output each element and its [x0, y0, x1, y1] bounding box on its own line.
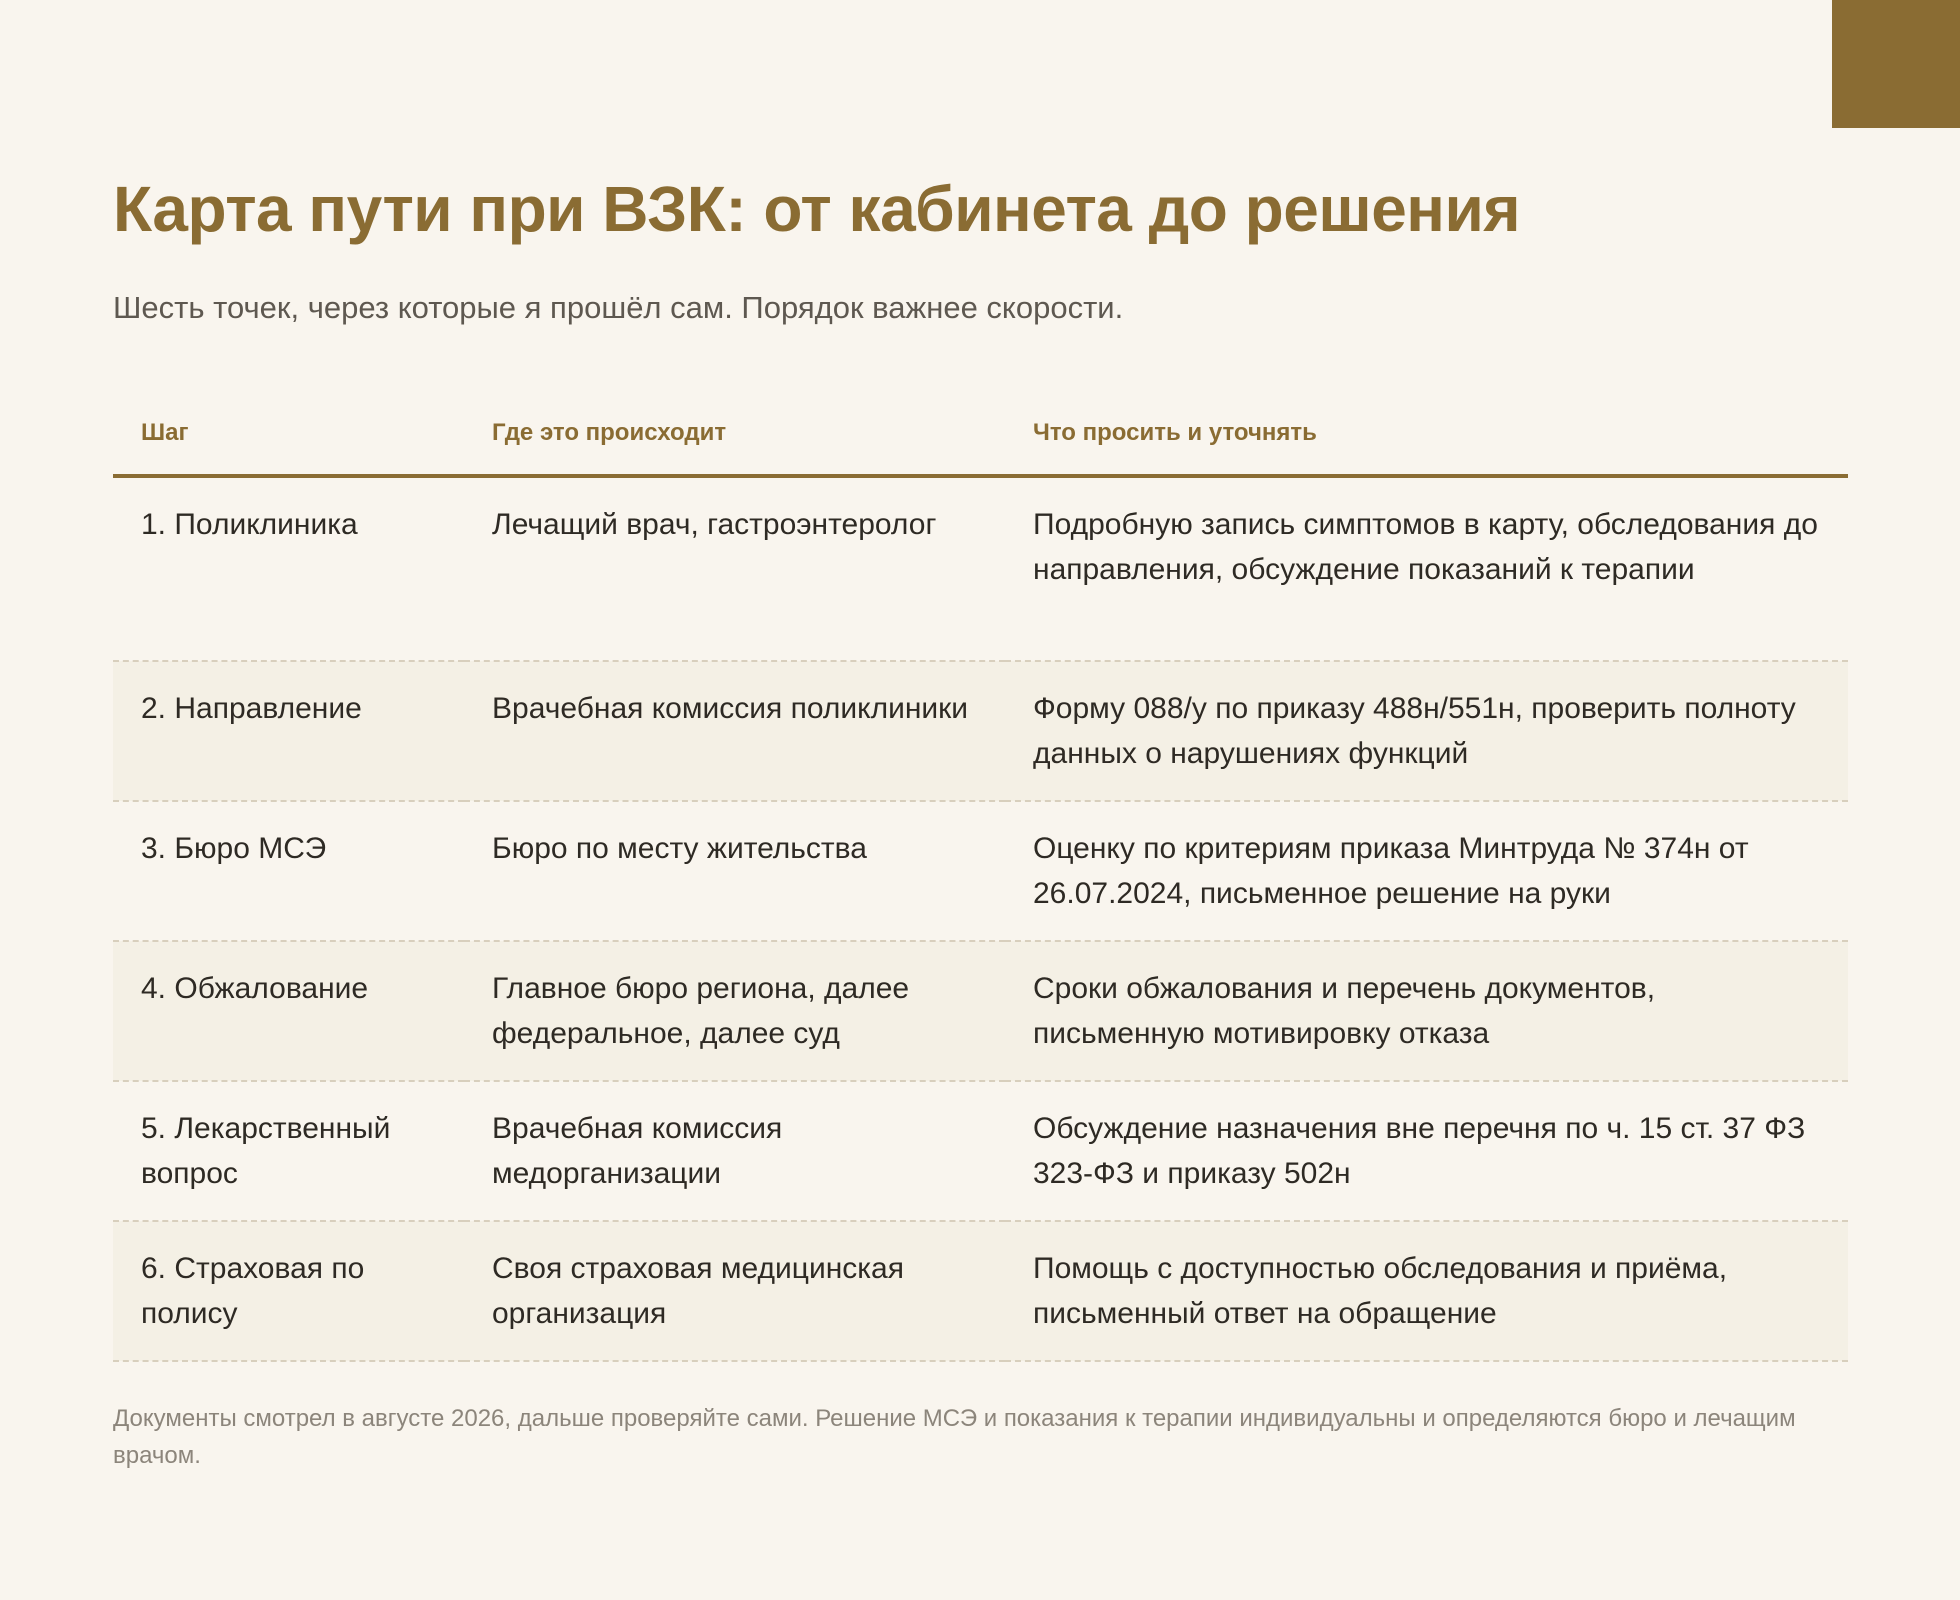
cell-where: Лечащий врач, гастроэнтеролог	[464, 476, 1005, 661]
cell-what: Обсуждение назначения вне перечня по ч. 15 ст. 37 ФЗ 323-ФЗ и приказу 502н	[1005, 1081, 1848, 1221]
cell-step: 1. Поликлиника	[113, 476, 464, 661]
table-header-row	[113, 392, 1848, 476]
table-row	[113, 941, 1848, 1081]
cell-where: Врачебная комиссия медорганизации	[464, 1081, 1005, 1221]
cell-step: 2. Направление	[113, 661, 464, 801]
column-header-step: Шаг	[113, 392, 464, 476]
cell-step: 3. Бюро МСЭ	[113, 801, 464, 941]
column-header-where: Где это происходит	[464, 392, 1005, 476]
path-table	[113, 392, 1848, 1362]
table-header	[113, 392, 1848, 476]
column-header-what: Что просить и уточнять	[1005, 392, 1848, 476]
cell-step: 5. Лекарственный вопрос	[113, 1081, 464, 1221]
cell-step: 4. Обжалование	[113, 941, 464, 1081]
page-title: Карта пути при ВЗК: от кабинета до решения	[113, 173, 1521, 245]
cell-where: Врачебная комиссия поликлиники	[464, 661, 1005, 801]
cell-what: Оценку по критериям приказа Минтруда № 374н от 26.07.2024, письменное решение на руки	[1005, 801, 1848, 941]
cell-what: Сроки обжалования и перечень документов, письменную мотивировку отказа	[1005, 941, 1848, 1081]
table-row	[113, 661, 1848, 801]
cell-what: Подробную запись симптомов в карту, обследования до направления, обсуждение показаний к терапии	[1005, 476, 1848, 661]
page-subtitle: Шесть точек, через которые я прошёл сам. Порядок важнее скорости.	[113, 290, 1124, 325]
table-row	[113, 476, 1848, 661]
table-row	[113, 1081, 1848, 1221]
cell-what: Форму 088/у по приказу 488н/551н, проверить полноту данных о нарушениях функций	[1005, 661, 1848, 801]
corner-accent-block	[1832, 0, 1960, 128]
cell-what: Помощь с доступностью обследования и приёма, письменный ответ на обращение	[1005, 1221, 1848, 1361]
table-body	[113, 476, 1848, 1361]
table-row	[113, 1221, 1848, 1361]
cell-step: 6. Страховая по полису	[113, 1221, 464, 1361]
cell-where: Бюро по месту жительства	[464, 801, 1005, 941]
footnote: Документы смотрел в августе 2026, дальше проверяйте сами. Решение МСЭ и показания к терапии индивидуальны и определяются бюро и лечащим врачом.	[113, 1405, 1796, 1469]
table-row	[113, 801, 1848, 941]
cell-where: Своя страховая медицинская организация	[464, 1221, 1005, 1361]
cell-where: Главное бюро региона, далее федеральное, далее суд	[464, 941, 1005, 1081]
